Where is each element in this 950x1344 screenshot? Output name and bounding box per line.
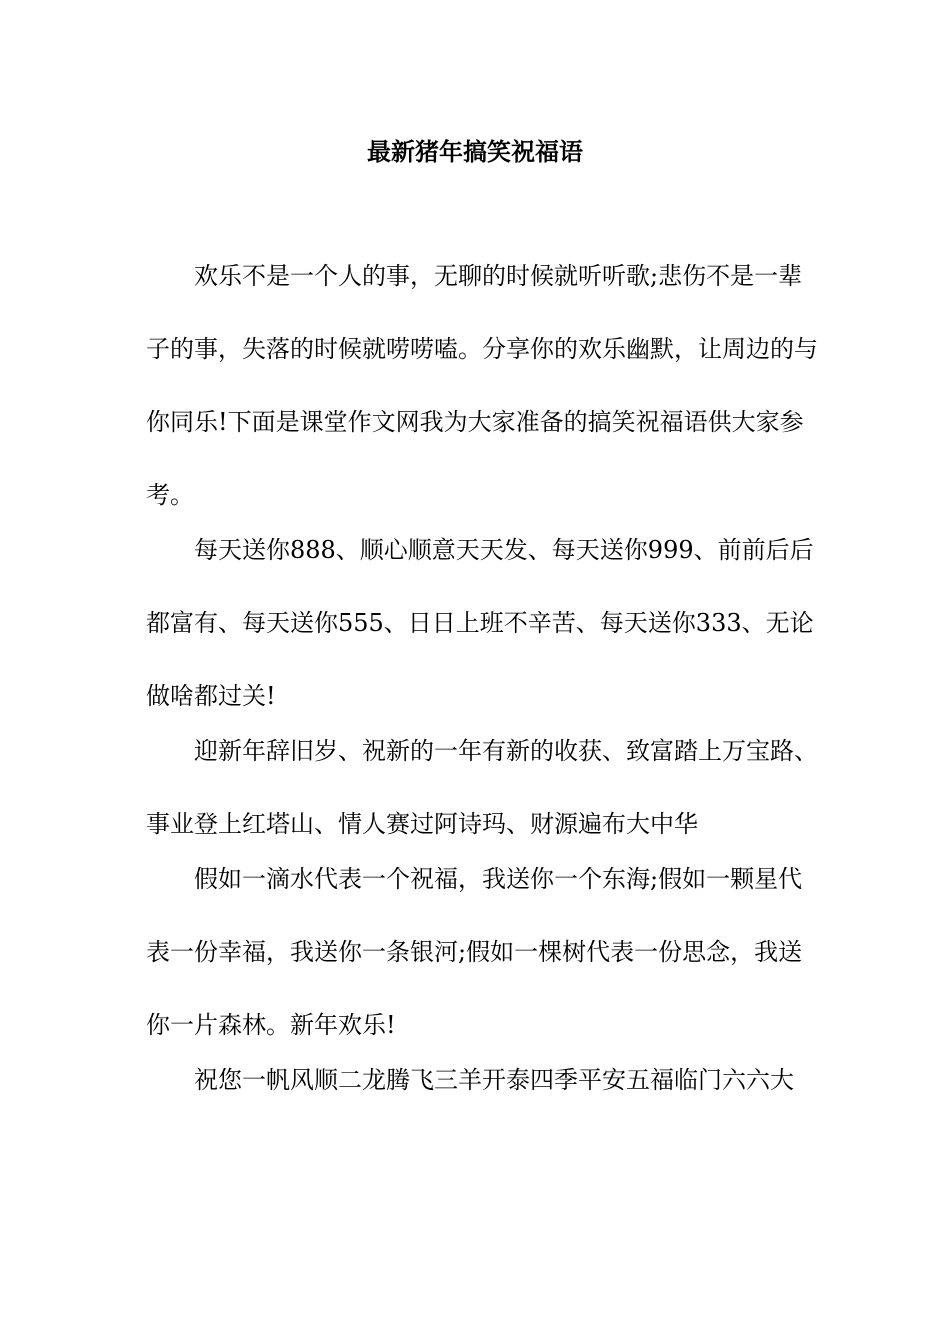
- paragraph-1: 欢乐不是一个人的事，无聊的时候就听听歌;悲伤不是一辈子的事，失落的时候就唠唠嗑。分享你的欢乐幽默，让周边的与你同乐!下面是课堂作文网我为大家准备的搞笑祝福语供大家参考。: [146, 262, 818, 509]
- paragraph-4: 假如一滴水代表一个祝福，我送你一个东海;假如一颗星代表一份幸福，我送你一条银河;假如一棵树代表一份思念，我送你一片森林。新年欢乐!: [146, 865, 803, 1039]
- paragraph-3: 迎新年辞旧岁、祝新的一年有新的收获、致富踏上万宝路、事业登上红塔山、情人赛过阿诗玛、财源遍布大中华: [146, 737, 818, 838]
- document-title: 最新猪年搞笑祝福语: [367, 137, 583, 166]
- document-body: [146, 258, 818, 1117]
- paragraph-5: 祝您一帆风顺二龙腾飞三羊开泰四季平安五福临门六六大: [194, 1066, 794, 1094]
- paragraph-2: 每天送你888、顺心顺意天天发、每天送你999、前前后后都富有、每天送你555、日日上班不辛苦、每天送你333、无论做啥都过关!: [146, 536, 814, 710]
